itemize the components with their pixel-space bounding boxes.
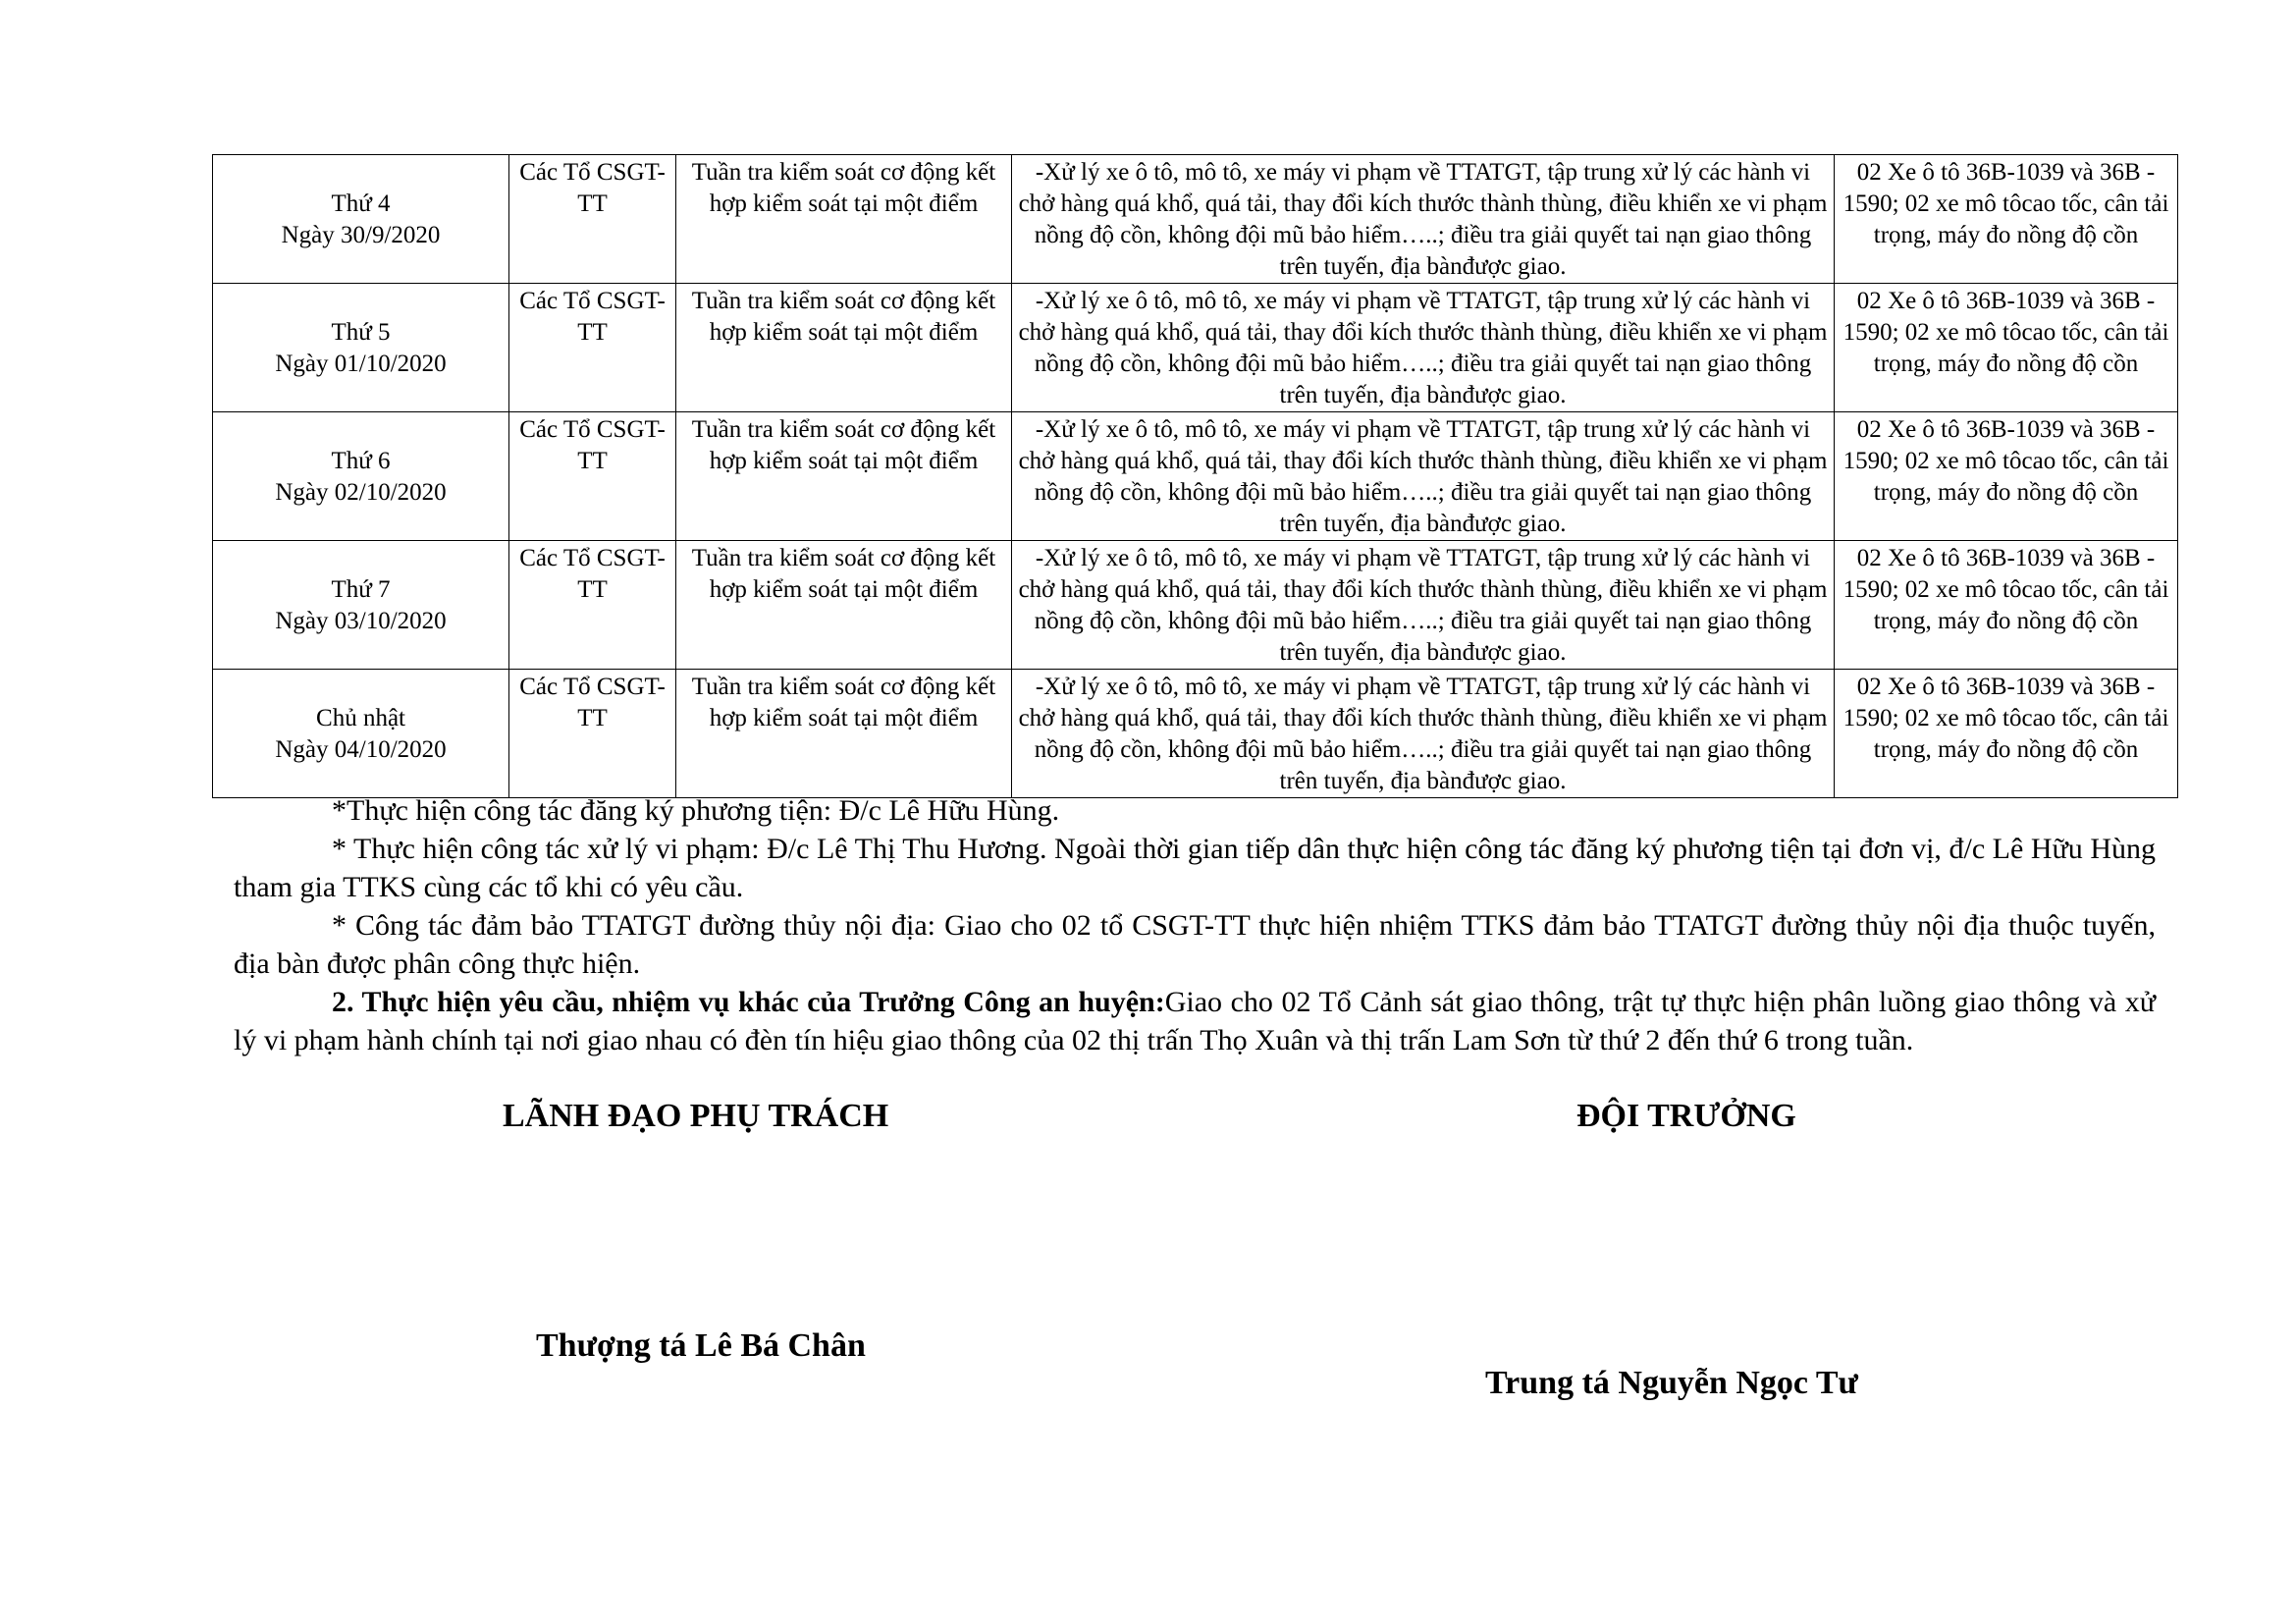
unit-cell: Các Tổ CSGT-TT [509,541,676,670]
unit-cell: Các Tổ CSGT-TT [509,155,676,284]
weekday-label: Chủ nhật [316,705,405,731]
method-cell: Tuần tra kiểm soát cơ động kết hợp kiểm soát tại một điểm [676,284,1012,412]
schedule-row [213,412,2178,541]
day-cell [213,541,509,670]
unit-cell: Các Tổ CSGT-TT [509,670,676,798]
content-cell: -Xử lý xe ô tô, mô tô, xe máy vi phạm về TTATGT, tập trung xử lý các hành vi chở hàng quá khổ, quá tải, thay đổi kích thước thành thùng, điều khiển xe vi phạm nồng độ cồn, không đội mũ bảo hiểm…..; điều tra giải quyết tai nạn giao thông trên tuyến, địa bànđược giao. [1012,155,1835,284]
left-signer-name: Thượng tá Lê Bá Chân [536,1327,866,1364]
equipment-cell: 02 Xe ô tô 36B-1039 và 36B - 1590; 02 xe mô tôcao tốc, cân tải trọng, máy đo nồng độ cồn [1835,155,2178,284]
day-cell [213,412,509,541]
equipment-cell: 02 Xe ô tô 36B-1039 và 36B - 1590; 02 xe mô tôcao tốc, cân tải trọng, máy đo nồng độ cồn [1835,670,2178,798]
date-label: Ngày 03/10/2020 [275,608,447,634]
method-cell: Tuần tra kiểm soát cơ động kết hợp kiểm soát tại một điểm [676,412,1012,541]
method-cell: Tuần tra kiểm soát cơ động kết hợp kiểm soát tại một điểm [676,155,1012,284]
content-cell: -Xử lý xe ô tô, mô tô, xe máy vi phạm về TTATGT, tập trung xử lý các hành vi chở hàng quá khổ, quá tải, thay đổi kích thước thành thùng, điều khiển xe vi phạm nồng độ cồn, không đội mũ bảo hiểm…..; điều tra giải quyết tai nạn giao thông trên tuyến, địa bànđược giao. [1012,670,1835,798]
content-cell: -Xử lý xe ô tô, mô tô, xe máy vi phạm về TTATGT, tập trung xử lý các hành vi chở hàng quá khổ, quá tải, thay đổi kích thước thành thùng, điều khiển xe vi phạm nồng độ cồn, không đội mũ bảo hiểm…..; điều tra giải quyết tai nạn giao thông trên tuyến, địa bànđược giao. [1012,284,1835,412]
equipment-cell: 02 Xe ô tô 36B-1039 và 36B - 1590; 02 xe mô tôcao tốc, cân tải trọng, máy đo nồng độ cồn [1835,412,2178,541]
date-label: Ngày 30/9/2020 [281,222,441,248]
note-other-tasks [234,983,2156,1059]
schedule-body [213,155,2178,798]
other-tasks-text: Giao cho 02 Tổ Cảnh sát giao thông, trật tự thực hiện phân luồng giao thông và xử lý vi phạm hành chính tại nơi giao nhau có đèn tín hiệu giao thông của 02 thị trấn Thọ Xuân và thị trấn Lam Sơn từ thứ 2 đến thứ 6 trong tuần. [234,986,2156,1056]
content-cell: -Xử lý xe ô tô, mô tô, xe máy vi phạm về TTATGT, tập trung xử lý các hành vi chở hàng quá khổ, quá tải, thay đổi kích thước thành thùng, điều khiển xe vi phạm nồng độ cồn, không đội mũ bảo hiểm…..; điều tra giải quyết tai nạn giao thông trên tuyến, địa bànđược giao. [1012,541,1835,670]
schedule-row [213,670,2178,798]
right-signature-title: ĐỘI TRƯỞNG [1576,1098,1796,1134]
day-cell [213,284,509,412]
date-label: Ngày 01/10/2020 [275,351,447,377]
note-violations: * Thực hiện công tác xử lý vi phạm: Đ/c Lê Thị Thu Hương. Ngoài thời gian tiếp dân thực hiện công tác đăng ký phương tiện tại đơn vị, đ/c Lê Hữu Hùng tham gia TTKS cùng các tổ khi có yêu cầu. [234,833,2156,903]
schedule-row [213,541,2178,670]
weekday-label: Thứ 6 [331,448,391,474]
right-signer-name: Trung tá Nguyễn Ngọc Tư [1485,1365,1858,1401]
equipment-cell: 02 Xe ô tô 36B-1039 và 36B - 1590; 02 xe mô tôcao tốc, cân tải trọng, máy đo nồng độ cồn [1835,541,2178,670]
content-cell: -Xử lý xe ô tô, mô tô, xe máy vi phạm về TTATGT, tập trung xử lý các hành vi chở hàng quá khổ, quá tải, thay đổi kích thước thành thùng, điều khiển xe vi phạm nồng độ cồn, không đội mũ bảo hiểm…..; điều tra giải quyết tai nạn giao thông trên tuyến, địa bànđược giao. [1012,412,1835,541]
method-cell: Tuần tra kiểm soát cơ động kết hợp kiểm soát tại một điểm [676,670,1012,798]
left-signature-title: LÃNH ĐẠO PHỤ TRÁCH [503,1098,889,1134]
weekday-label: Thứ 4 [331,190,391,217]
day-cell [213,670,509,798]
method-cell: Tuần tra kiểm soát cơ động kết hợp kiểm soát tại một điểm [676,541,1012,670]
other-tasks-heading: 2. Thực hiện yêu cầu, nhiệm vụ khác của Trưởng Công an huyện: [332,986,1165,1018]
date-label: Ngày 04/10/2020 [275,736,447,763]
note-waterway: * Công tác đảm bảo TTATGT đường thủy nội địa: Giao cho 02 tổ CSGT-TT thực hiện nhiệm TTKS đảm bảo TTATGT đường thủy nội địa thuộc tuyến, địa bàn được phân công thực hiện. [234,909,2156,980]
unit-cell: Các Tổ CSGT-TT [509,284,676,412]
weekday-label: Thứ 7 [331,576,391,603]
patrol-schedule-table [212,154,2178,798]
schedule-row [213,155,2178,284]
date-label: Ngày 02/10/2020 [275,479,447,506]
unit-cell: Các Tổ CSGT-TT [509,412,676,541]
day-cell [213,155,509,284]
equipment-cell: 02 Xe ô tô 36B-1039 và 36B - 1590; 02 xe mô tôcao tốc, cân tải trọng, máy đo nồng độ cồn [1835,284,2178,412]
weekday-label: Thứ 5 [331,319,391,346]
notes-section [234,791,2156,1059]
schedule-row [213,284,2178,412]
note-registration: *Thực hiện công tác đăng ký phương tiện: Đ/c Lê Hữu Hùng. [332,794,1060,827]
